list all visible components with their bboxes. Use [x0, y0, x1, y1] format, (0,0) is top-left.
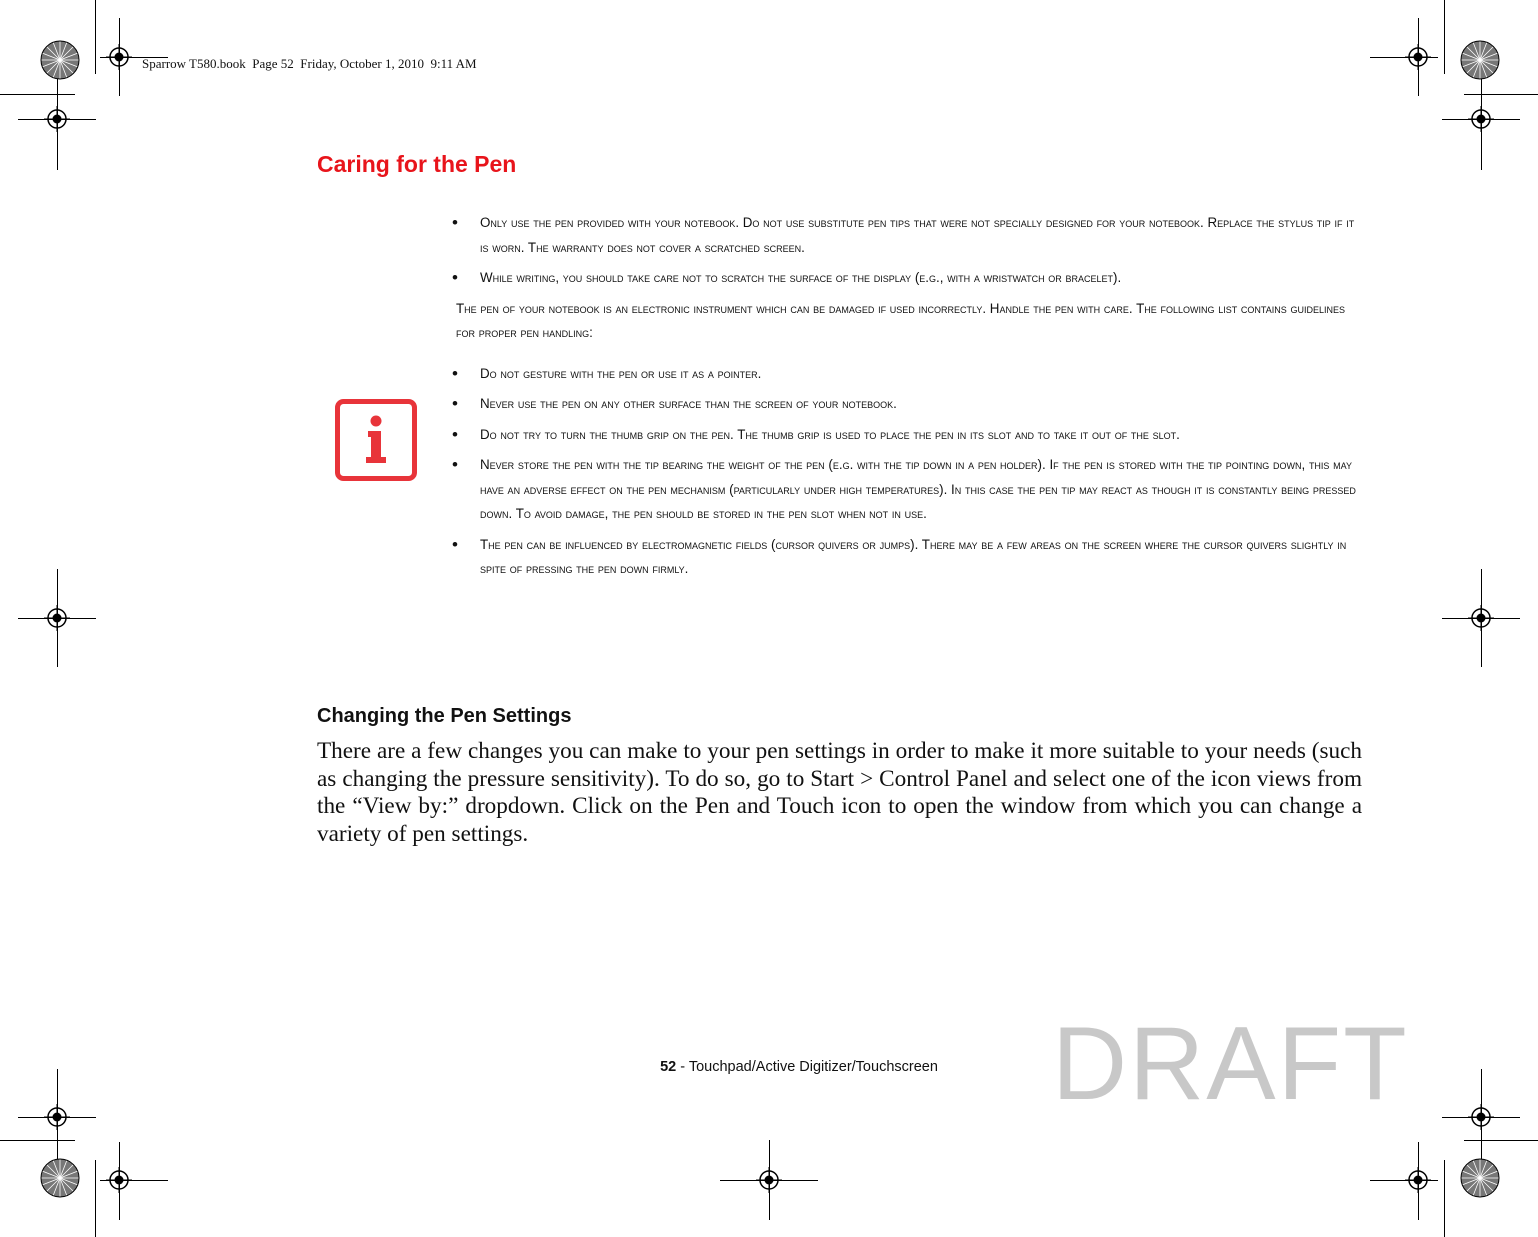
starburst-mark-icon	[40, 40, 80, 80]
starburst-mark-icon	[1460, 40, 1500, 80]
body-paragraph: There are a few changes you can make to your pen settings in order to make it more suitable to your needs (such as changing the pressure sensitivity). To do so, go to Start > Control Panel and select one of the icon views from the “View by:” dropdown. Click on the Pen and Touch icon to open the window from which you can change a variety of pen settings.	[317, 738, 1362, 847]
footer-chapter: Touchpad/Active Digitizer/Touchscreen	[688, 1059, 938, 1075]
note-bullet-item	[452, 266, 1356, 291]
registration-mark-icon	[106, 44, 132, 70]
registration-mark-icon	[1405, 1167, 1431, 1193]
note-text: Do not try to turn the thumb grip on the pen. The thumb grip is used to place the pen in its slot and to take it out of the slot.	[480, 426, 1180, 442]
page-number: 52	[660, 1059, 677, 1075]
bullet-icon: •	[452, 455, 458, 474]
registration-mark-icon	[1468, 106, 1494, 132]
bullet-icon: •	[452, 534, 458, 554]
note-text: Never store the pen with the tip bearing the weight of the pen (e.g. with the tip down in a pen holder). If the pen is stored with the tip pointing down, this may have an adverse effect on the pen mechanism (particularly under high temperatures). In this case the pen tip may react as though it is constantly being pressed down. To avoid damage, the pen should be stored in the pen slot when not in use.	[480, 457, 1356, 521]
pen-care-note	[452, 211, 1356, 582]
bullet-icon: •	[452, 394, 458, 413]
note-text: Only use the pen provided with your notebook. Do not use substitute pen tips that were not specially designed for your notebook. Replace the stylus tip if it is worn. The warranty does not cover a scratched screen.	[480, 215, 1355, 255]
starburst-mark-icon	[40, 1158, 80, 1198]
bullet-icon: •	[452, 424, 458, 444]
registration-mark-icon	[1405, 44, 1431, 70]
note-bullet-item	[452, 392, 1356, 417]
registration-mark-icon	[756, 1167, 782, 1193]
bullet-icon: •	[452, 213, 458, 232]
info-icon	[335, 399, 417, 481]
bullet-icon: •	[452, 268, 458, 287]
note-text: The pen of your notebook is an electronic instrument which can be damaged if used incorrectly. Handle the pen with care. The following list contains guidelines for proper pen handling:	[456, 300, 1345, 340]
file-stamp: Sparrow T580.book Page 52 Friday, October 1, 2010 9:11 AM	[142, 56, 477, 71]
registration-mark-icon	[106, 1167, 132, 1193]
registration-mark-icon	[1468, 1104, 1494, 1130]
bullet-icon: •	[452, 363, 458, 383]
note-text: While writing, you should take care not to scratch the surface of the display (e.g., with a wristwatch or bracelet).	[480, 270, 1122, 285]
registration-mark-icon	[1468, 605, 1494, 631]
note-text: The pen can be influenced by electromagnetic fields (cursor quivers or jumps). There may be a few areas on the screen where the cursor quivers slightly in spite of pressing the pen down firmly.	[480, 536, 1347, 576]
registration-mark-icon	[44, 605, 70, 631]
subsection-title: Changing the Pen Settings	[317, 705, 572, 727]
footer-separator: -	[676, 1059, 689, 1075]
note-bullet-item	[452, 211, 1356, 260]
note-text: Never use the pen on any other surface than the screen of your notebook.	[480, 396, 897, 411]
note-paragraph	[456, 297, 1356, 346]
draft-watermark: DRAFT	[1052, 1006, 1409, 1122]
starburst-mark-icon	[1460, 1158, 1500, 1198]
note-bullet-item	[452, 423, 1356, 448]
section-title: Caring for the Pen	[317, 151, 517, 177]
note-text: Do not gesture with the pen or use it as a pointer.	[480, 365, 762, 381]
registration-mark-icon	[44, 106, 70, 132]
note-bullet-item	[452, 533, 1356, 582]
registration-mark-icon	[44, 1104, 70, 1130]
note-bullet-item	[452, 362, 1356, 387]
note-bullet-item	[452, 453, 1356, 527]
